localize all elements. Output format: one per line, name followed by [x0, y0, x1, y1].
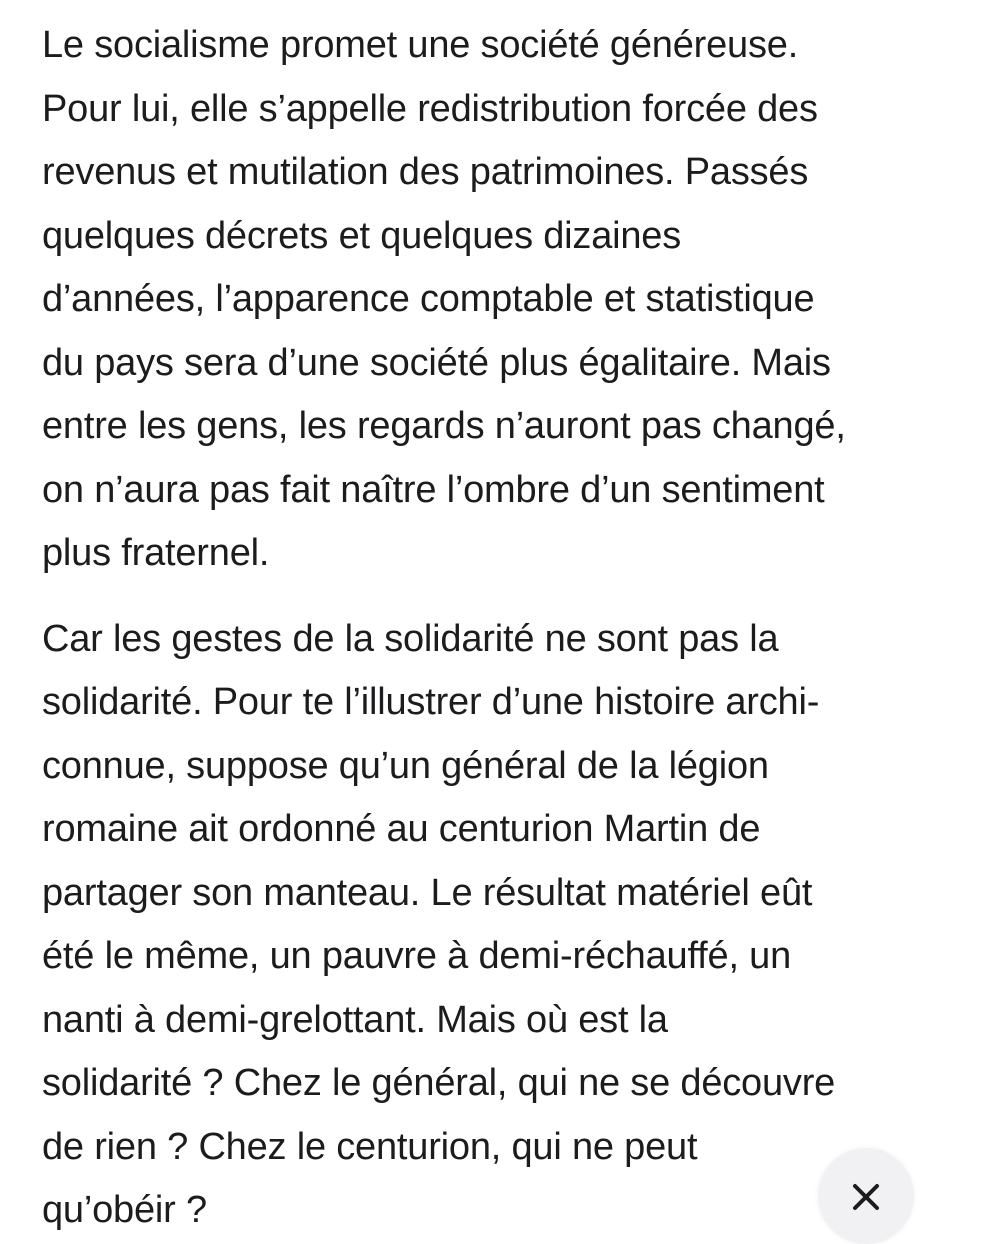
paragraph-1	[42, 14, 942, 586]
text-line: Pour lui, elle s’appelle redistribution forcée des	[42, 87, 818, 130]
text-line: nanti à demi-grelottant. Mais où est la	[42, 998, 668, 1041]
text-line: on n’aura pas fait naître l’ombre d’un sentiment	[42, 468, 825, 511]
text-line: connue, suppose qu’un général de la légion	[42, 744, 769, 787]
text-line: romaine ait ordonné au centurion Martin de	[42, 808, 761, 850]
text-line: revenus et mutilation des patrimoines. Passés	[42, 151, 809, 193]
text-line: Le socialisme promet une société généreuse.	[42, 24, 799, 66]
text-line: été le même, un pauvre à demi-réchauffé, un	[42, 935, 792, 977]
text-line: quelques décrets et quelques dizaines	[42, 214, 682, 257]
text-line: solidarité ? Chez le général, qui ne se découvre	[42, 1062, 836, 1104]
text-line: entre les gens, les regards n’auront pas changé,	[42, 405, 846, 447]
text-line: d’années, l’apparence comptable et statistique	[42, 278, 815, 320]
close-button[interactable]	[818, 1148, 914, 1244]
text-line: plus fraternel.	[42, 532, 270, 574]
text-line: de rien ? Chez le centurion, qui ne peut	[42, 1125, 698, 1168]
text-line: qu’obéir ?	[42, 1189, 207, 1231]
text-line: solidarité. Pour te l’illustrer d’une histoire archi-	[42, 681, 820, 723]
text-line: du pays sera d’une société plus égalitaire. Mais	[42, 341, 831, 384]
text-line: partager son manteau. Le résultat matériel eût	[42, 871, 813, 914]
text-line: Car les gestes de la solidarité ne sont pas la	[42, 617, 779, 660]
paragraph-2	[42, 608, 942, 1243]
close-icon	[849, 1180, 883, 1214]
